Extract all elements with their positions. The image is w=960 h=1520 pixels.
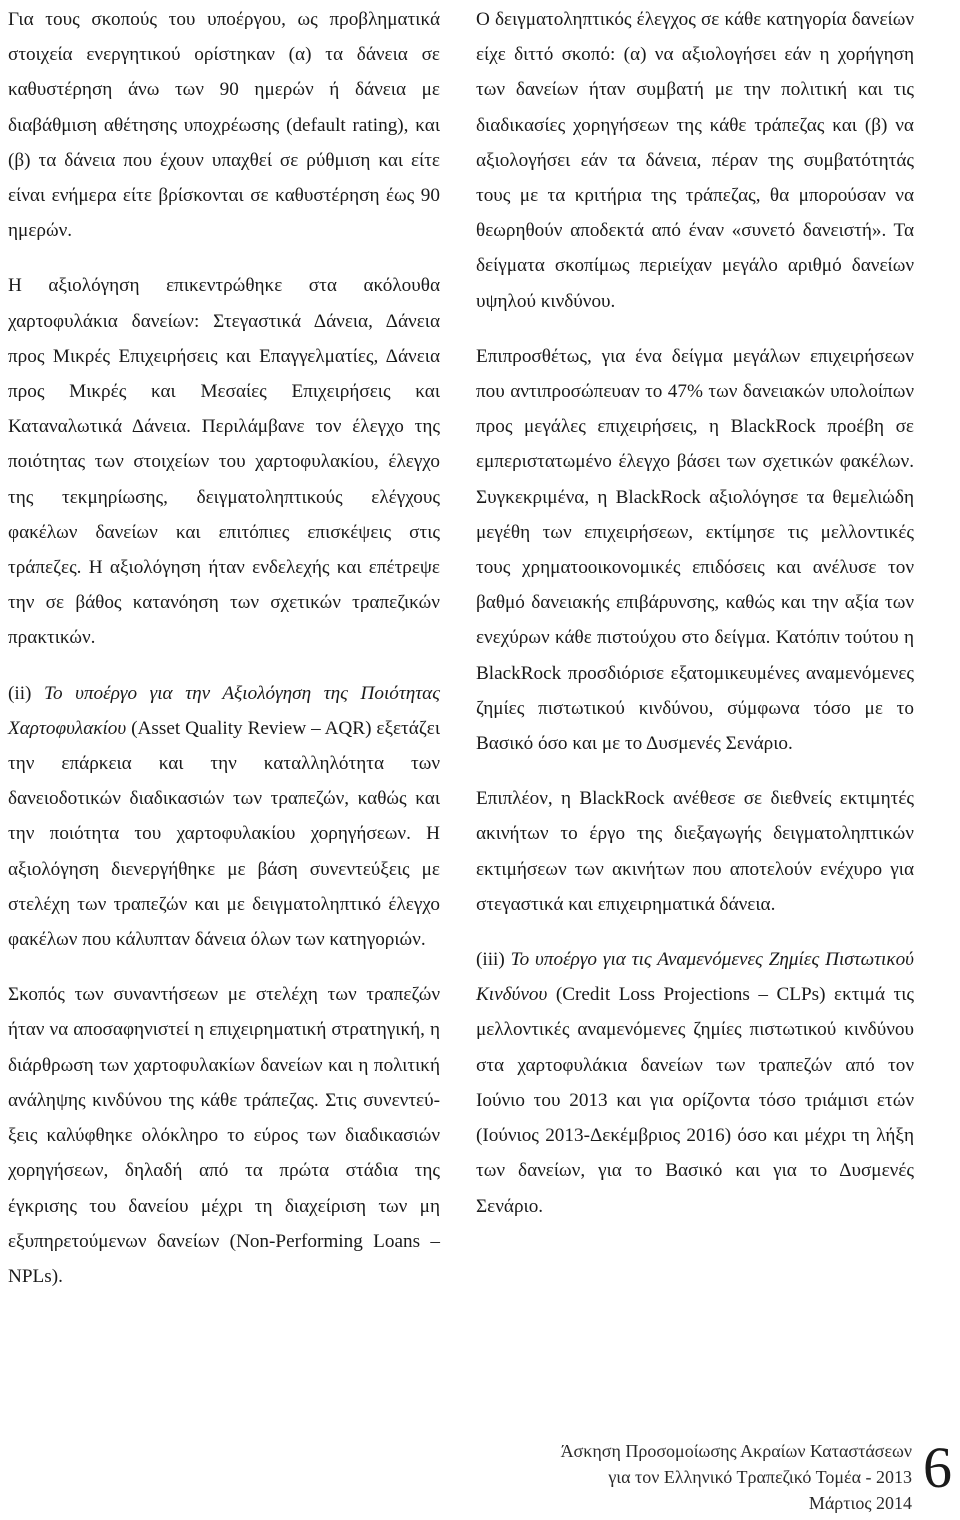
paragraph: Για τους σκοπούς του υποέργου, ως προβληματικά στοιχεία ενεργητικού ορίστηκαν (α) τα δάνεια σε καθυστέρηση άνω των 90 ημερών ή δάνεια με διαβάθμιση αθέτησης υποχρέωσης (default rating), και (β) τα δάνεια που έχουν υπαχθεί σε ρύθμιση και είτε είναι ενήμερα είτε βρίσκονται σε καθυστέρηση έως 90 ημερών. (8, 9, 440, 242)
paragraph: Επιπροσθέτως, για ένα δείγμα μεγάλων επιχειρήσεων που αντιπροσώπευαν το 47% των δανειακών υπολοίπων προς μεγάλες επιχειρήσεις, η BlackRock προέβη σε εμπεριστατωμένο έλεγχο βάσει των σχετικών φακέλων. Συγκεκριμένα, η BlackRock αξιολόγησε τα θεμελιώδη μεγέθη των επιχειρήσεων, εκτίμησε τις μελλοντικές τους χρηματοοικονομικές επιδόσεις και ανέλυσε τον βαθμό δανειακής επιβάρυνσης, καθώς και την αξία των ενεχύρων κάθε πιστούχου στο δείγμα. Κατόπιν τούτου η BlackRock προσδιόρισε εξατομικευμένες αναμενόμενες ζημίες πιστωτικού κινδύνου, σύμφωνα τόσο με το Βασικό όσο και με το Δυσμενές Σενάριο. (476, 345, 914, 755)
paragraph-text: (Asset Quality Review – AQR) εξετάζει την επάρκεια και την καταλληλότητα των δανειοδοτικών διαδικασιών των τραπεζών, καθώς και την ποιότητα του χαρτοφυλακίου χορηγήσεων. Η αξιολόγηση διενεργήθηκε με βάση συνεντεύξεις με στελέχη των τραπεζών και με δειγματοληπτικό έλεγχο φακέλων που κάλυπταν δάνεια όλων των κατηγοριών. (8, 717, 440, 951)
paragraph (476, 942, 914, 1224)
list-marker: (ii) (8, 682, 45, 704)
paragraph: Ο δειγματοληπτικός έλεγχος σε κάθε κατηγορία δανείων είχε διττό σκοπό: (α) να αξιολογήσει εάν η χορήγηση των δανείων ήταν συμβατή με την πολιτική και τις διαδικασίες χορηγήσεων της κάθε τράπεζας και (β) να αξιολογήσει εάν τα δάνεια, πέραν της συμβατότητάς τους με τα κριτήρια της τράπεζας, θα μπορούσαν να θεωρηθούν αποδεκτά από έναν «συνετό δανειστή». Τα δείγματα σκοπίμως περιείχαν μεγάλο αριθμό δανείων υψηλού κινδύνου. (476, 9, 914, 312)
page-footer (561, 1438, 912, 1516)
left-column (8, 0, 440, 1314)
paragraph: Σκοπός των συναντήσεων με στελέχη των τραπεζών ήταν να αποσαφηνιστεί η επιχειρηματική στρατηγική, η διάρθρωση των χαρτοφυλακίων δανείων και η πολιτική ανάληψης κινδύνου της κάθε τράπεζας. Στις συνεντεύξεις καλύφθηκε ολόκληρο το εύρος των διαδικασιών χορηγήσεων, δηλαδή από τα πρώτα στάδια της έγκρισης του δανείου μέχρι τη διαχείριση των μη εξυπηρετούμενων δανείων (Non-Performing Loans – NPLs). (8, 984, 440, 1287)
italic-heading: Το υποέργο για τις Αναμενόμενες Ζημίες Πιστωτικού Κινδύνου (476, 949, 914, 1006)
footer-title: Άσκηση Προσομοίωσης Ακραίων Καταστάσεων (560, 1441, 912, 1461)
paragraph (8, 676, 440, 958)
list-marker: (iii) (476, 949, 511, 971)
paragraph: Η αξιολόγηση επικεντρώθηκε στα ακόλουθα χαρτοφυλάκια δανείων: Στεγαστικά Δάνεια, Δάνεια προς Μικρές Επιχειρήσεις και Επαγγελματίες, Δάνεια προς Μικρές και Μεσαίες Επιχειρήσεις και Καταναλωτικά Δάνεια. Περιλάμβανε τον έλεγχο της ποιότητας των στοιχείων του χαρτοφυλακίου, έλεγχο της τεκμηρίωσης, δειγματοληπτικούς ελέγχους φακέλων δανείων και επιτόπιες επισκέψεις στις τράπεζες. Η αξιολόγηση ήταν ενδελεχής και επέτρεψε την σε βάθος κατανόηση των σχετικών τραπεζικών πρακτικών. (8, 275, 440, 649)
italic-heading: Το υποέργο για την Αξιολόγηση της Ποιότητας Χαρτοφυλακίου (8, 682, 440, 739)
paragraph-text: (Credit Loss Projections – CLPs) εκτιμά τις μελλοντικές αναμενόμενες ζημίες πιστωτικού κινδύνου στα χαρτοφυλάκια δανείων των τραπεζών από τον Ιούνιο του 2013 και για ορίζοντα τόσο τριάμισι ετών (Ιούνιος 2013-Δεκέμβριος 2016) όσο και μέχρι τη λήξη των δανείων, για το Βασικό και για το Δυσμενές Σενάριο. (476, 984, 914, 1217)
footer-subtitle: για τον Ελληνικό Τραπεζικό Τομέα - 2013 (608, 1467, 912, 1487)
right-column (476, 0, 914, 1244)
footer-date: Μάρτιος 2014 (808, 1493, 912, 1513)
paragraph: Επιπλέον, η BlackRock ανέθεσε σε διεθνείς εκτιμητές ακινήτων το έργο της διεξαγωγής δειγματοληπτικών εκτιμήσεων των ακινήτων που αποτελούν ενέχυρο για στεγαστικά και επιχειρηματικά δάνεια. (476, 788, 914, 915)
page-number: 6 (923, 1435, 952, 1500)
